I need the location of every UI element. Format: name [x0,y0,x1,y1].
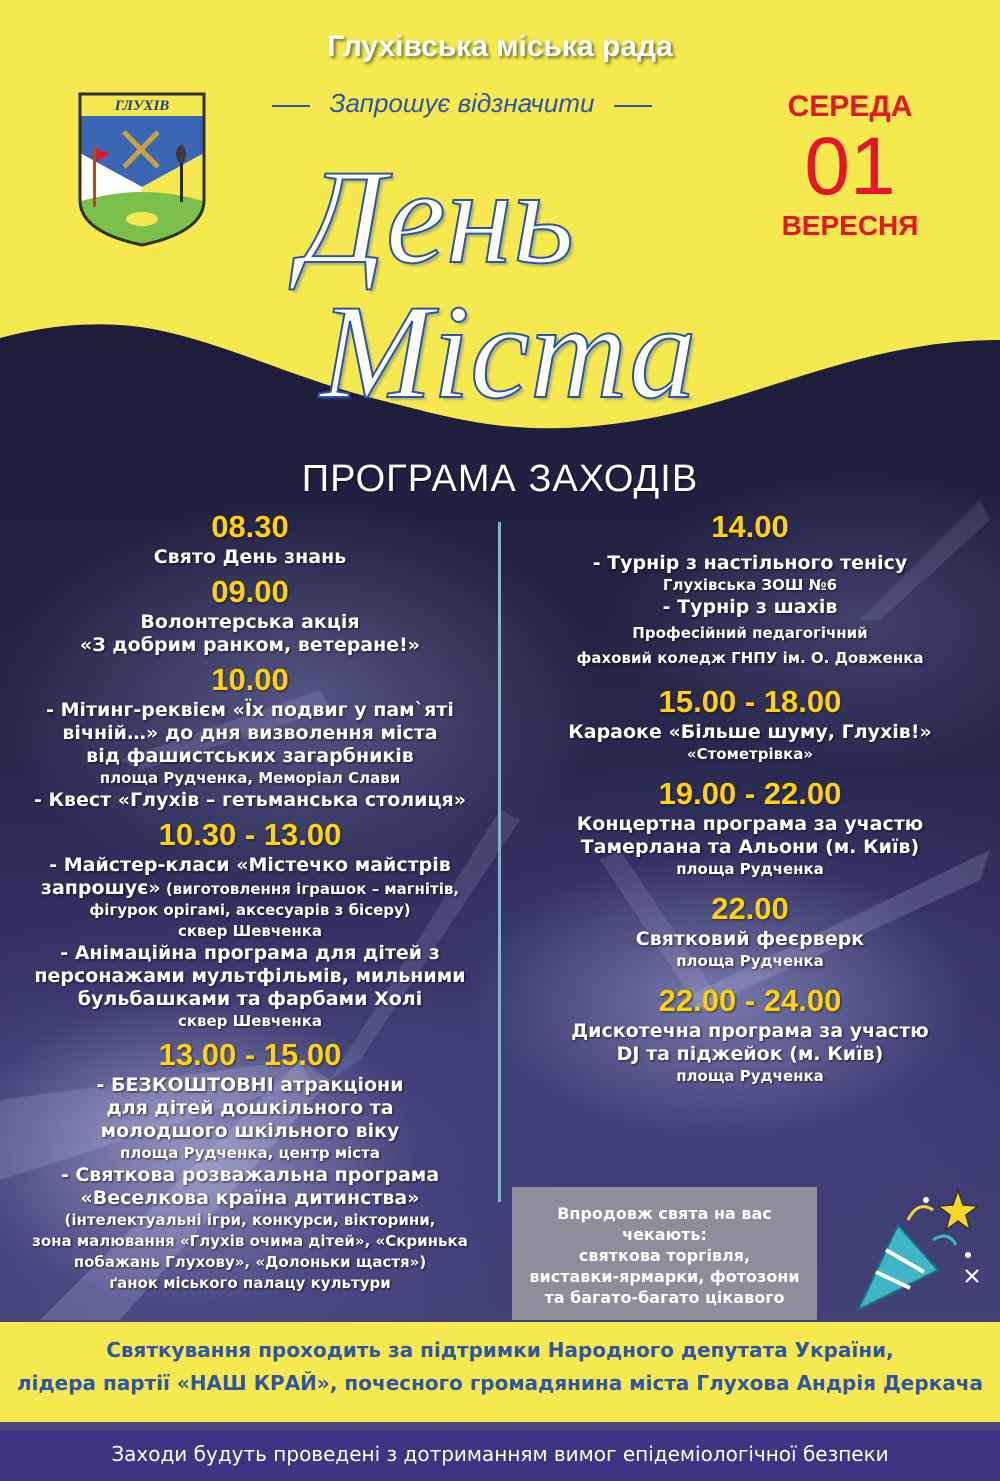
info-line: Впродовж свята на вас [557,1204,772,1223]
slot-time: 19.00 - 22.00 [658,776,842,811]
slot-note: (інтелектуальні ігри, конкурси, вікторини, [64,1211,436,1229]
slot-line: - Мітинг-реквієм «Їх подвиг у пам`яті [46,699,454,721]
slot-time: 09.00 [211,574,289,609]
column-divider [498,522,501,1202]
slot-place: ґанок міського палацу культури [109,1274,391,1292]
slot-line: від фашистських загарбників [86,745,414,767]
slot-line: Концертна програма за участю [576,813,924,835]
slot-place: площа Рудченка [676,1067,824,1085]
slot-line: для дітей дошкільного та [106,1097,394,1119]
slot-0900 [22,573,478,657]
info-box [512,1187,817,1320]
slot-line: Караоке «Більше шуму, Глухів!» [568,721,932,743]
date-block [780,90,920,242]
coat-of-arms-icon [78,92,206,247]
right-column [520,508,980,1091]
slot-line-main: запрошує» [40,877,161,899]
day-of-city-title [300,143,740,427]
slot-place: площа Рудченка [676,860,824,878]
slot-place: площа Рудченка, Меморіал Слави [99,769,401,787]
slot-line: - Анімаційна програма для дітей з [60,942,440,964]
invite-text: Запрошує відзначити [329,88,595,118]
slot-line: Дискотечна програма за участю [571,1020,929,1042]
slot-line: Волонтерська акція [140,611,360,633]
slot-1300-1500 [22,1036,478,1294]
slot-place: площа Рудченка, центр міста [120,1144,380,1162]
slot-time: 14.00 [711,509,789,544]
city-council-title: Глухівська міська рада [327,30,673,63]
slot-time: 22.00 [711,891,789,926]
slot-line: - Турнір з шахів [662,596,838,618]
slot-line: Свято День знань [153,546,347,568]
day-number: 01 [804,121,896,212]
program-title: ПРОГРАМА ЗАХОДІВ [301,458,699,500]
slot-line: вічній…» до дня визволення міста [62,722,438,744]
slot-line: бульбашками та фарбами Холі [77,988,423,1010]
slot-1400 [520,508,980,669]
weekday: СЕРЕДА [787,90,913,123]
slot-place: площа Рудченка [676,952,824,970]
sponsor-line: лідера партії «НАШ КРАЙ», почесного громадянина міста Глухова Андрія Деркача [17,1371,983,1395]
slot-2200 [520,890,980,972]
slot-line: - Турнір з настільного тенісу [592,552,908,574]
slot-1900-2200 [520,775,980,880]
slot-line [22,877,478,900]
slot-time: 22.00 - 24.00 [658,983,842,1018]
slot-line: «Веселкова країна дитинства» [80,1187,420,1209]
slot-1030-1300 [22,816,478,1032]
month: ВЕРЕСНЯ [781,210,919,242]
title-line-1: День [300,143,575,292]
slot-place: Професійний педагогічний [632,624,868,642]
invite-line-right [614,105,652,107]
info-line: виставки-ярмарки, фотозони [529,1267,800,1286]
slot-place: фаховий коледж ГНПУ ім. О. Довженка [576,649,924,667]
slot-note: зона малювання «Глухів очима дітей», «Скринька [32,1232,468,1250]
slot-line: «З добрим ранком, ветеране!» [79,634,421,656]
slot-line: DJ та піджейок (м. Київ) [616,1043,884,1065]
slot-place: Глухівська ЗОШ №6 [662,576,838,594]
slot-line: - БЕЗКОШТОВНІ атракціони [96,1074,404,1096]
slot-place: «Стометрівка» [686,745,814,763]
slot-2200-2400 [520,982,980,1087]
slot-place: сквер Шевченка [177,1012,323,1030]
slot-time: 10.30 - 13.00 [158,817,342,852]
slot-1000 [22,661,478,812]
slot-line: молодшого шкільного віку [100,1120,400,1142]
coat-label: ГЛУХІВ [114,98,170,114]
left-column [22,508,478,1298]
slot-line: - Майстер-класи «Містечко майстрів [49,854,451,876]
info-line: святкова торгівля, [578,1246,751,1265]
party-popper-icon [838,1180,988,1320]
slot-line-note: (виготовлення іграшок – магнітів, [160,880,460,898]
slot-note: побажань Глухову», «Долоньки щастя») [73,1253,427,1271]
invite-row [272,88,652,124]
slot-line: - Святкова розважальна програма [60,1164,440,1186]
slot-line: - Квест «Глухів – гетьманська столиця» [33,789,467,811]
slot-line: Тамерлана та Альони (м. Київ) [580,836,920,858]
title-line-2: Міста [320,278,697,427]
info-line: чекають: [622,1225,707,1244]
slot-time: 10.00 [211,662,289,697]
info-line: та багато-багато цікавого [544,1288,785,1307]
sponsor-band [0,1322,1000,1422]
slot-place: сквер Шевченка [177,922,323,940]
slot-time: 15.00 - 18.00 [658,684,842,719]
slot-1500-1800 [520,683,980,765]
sponsor-line: Святкування проходить за підтримки Народного депутата України, [106,1338,894,1362]
slot-line: персонажами мультфільмів, мильними [34,965,466,987]
footer-text: Заходи будуть проведені з дотриманням вимог епідеміологічної безпеки [111,1442,889,1466]
slot-time: 13.00 - 15.00 [158,1037,342,1072]
slot-0830 [22,508,478,569]
slot-time: 08.30 [211,509,289,544]
footer-band [0,1431,1000,1481]
slot-line: Святковий феєрверк [635,928,865,950]
slot-note: фігурок орігамі, аксесуарів з бісеру) [89,901,411,919]
